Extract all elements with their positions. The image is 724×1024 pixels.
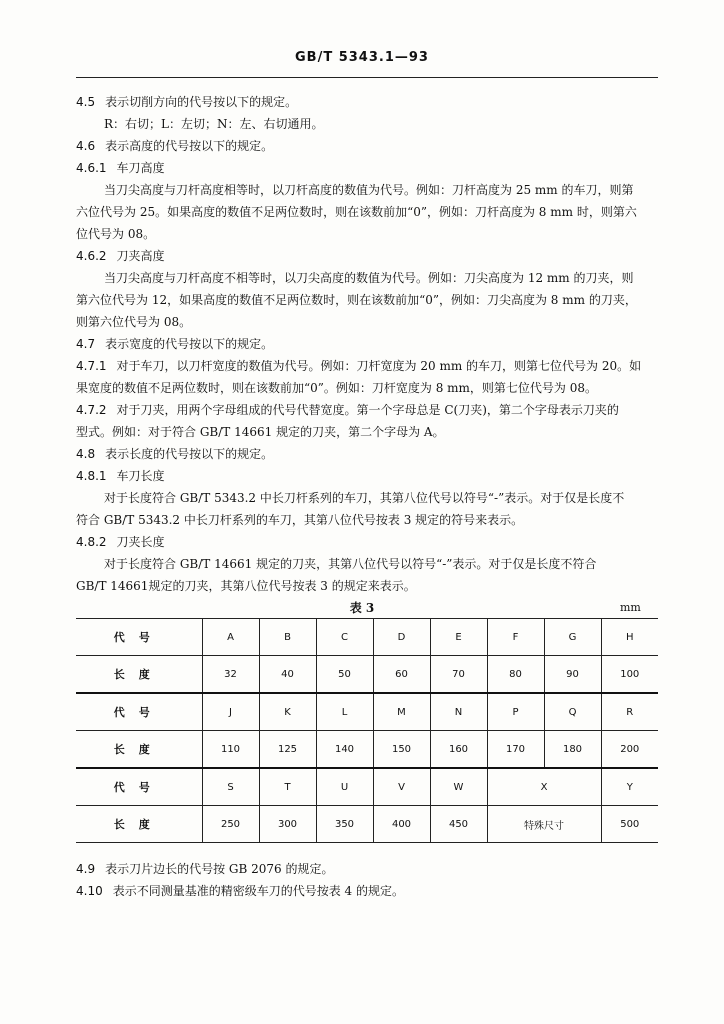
section-number: 4.8.2 — [76, 535, 107, 549]
section-text: 刀夹高度 — [116, 249, 165, 263]
section-4-6-2 — [76, 247, 165, 265]
table-cell: 150 — [373, 731, 430, 769]
row-label: 长度 — [76, 731, 202, 769]
table-cell: 50 — [316, 656, 373, 694]
table-cell: 80 — [487, 656, 544, 694]
row-label: 长度 — [76, 806, 202, 843]
section-text: 对于车刀，以刀杆宽度的数值为代号。例如：刀杆宽度为 20 mm 的车刀，则第七位代号为 20。如 — [116, 359, 642, 373]
section-number: 4.10 — [76, 884, 103, 898]
section-number: 4.6 — [76, 139, 96, 153]
table-cell: 40 — [259, 656, 316, 694]
table-cell: A — [202, 619, 259, 656]
paragraph-line: 第六位代号为 12，如果高度的数值不足两位数时，则在该数前加“0”，例如：刀尖高度为 8 mm 的刀夹， — [76, 293, 637, 307]
section-text: 表示宽度的代号按以下的规定。 — [105, 337, 274, 351]
table-cell: J — [202, 693, 259, 731]
paragraph-line: 当刀尖高度与刀杆高度相等时，以刀杆高度的数值为代号。例如：刀杆高度为 25 mm 的车刀，则第 — [104, 183, 634, 197]
section-text: 表示长度的代号按以下的规定。 — [105, 447, 274, 461]
table-row-lengths-1 — [76, 656, 658, 694]
table-cell: 特殊尺寸 — [487, 806, 601, 843]
paragraph-line: GB/T 14661规定的刀夹，其第八位代号按表 3 的规定来表示。 — [76, 579, 416, 593]
table-row-lengths-2 — [76, 731, 658, 769]
table-cell: L — [316, 693, 373, 731]
table-caption: 表 3 — [349, 601, 375, 615]
section-4-5 — [76, 93, 297, 111]
section-number: 4.7.2 — [76, 403, 107, 417]
table-cell: Q — [544, 693, 601, 731]
table-cell: 500 — [601, 806, 658, 843]
section-4-7 — [76, 335, 273, 353]
table-cell: 125 — [259, 731, 316, 769]
table-cell: R — [601, 693, 658, 731]
table-cell: 350 — [316, 806, 373, 843]
table-cell: 32 — [202, 656, 259, 694]
section-4-10 — [76, 882, 404, 900]
row-label: 代号 — [76, 693, 202, 731]
table-cell: 400 — [373, 806, 430, 843]
table-cell: 200 — [601, 731, 658, 769]
table-unit: mm — [620, 601, 641, 614]
section-number: 4.6.2 — [76, 249, 107, 263]
table-cell: 180 — [544, 731, 601, 769]
paragraph-line: 六位代号为 25。如果高度的数值不足两位数时，则在该数前加“0”，例如：刀杆高度为 8 mm 时，则第六 — [76, 205, 637, 219]
section-4-7-2 — [76, 401, 619, 419]
table-cell: T — [259, 768, 316, 806]
paragraph-line: R：右切；L：左切；N：左、右切通用。 — [104, 117, 324, 131]
table-row-codes-2 — [76, 693, 658, 731]
table-cell: M — [373, 693, 430, 731]
section-text: 表示高度的代号按以下的规定。 — [105, 139, 274, 153]
section-text: 表示不同测量基准的精密级车刀的代号按表 4 的规定。 — [112, 884, 404, 898]
table-cell: X — [487, 768, 601, 806]
table-cell: 110 — [202, 731, 259, 769]
table-row-codes-3 — [76, 768, 658, 806]
section-number: 4.7.1 — [76, 359, 107, 373]
row-label: 长度 — [76, 656, 202, 694]
section-text: 表示切削方向的代号按以下的规定。 — [105, 95, 298, 109]
section-text: 刀夹长度 — [116, 535, 165, 549]
table-cell: F — [487, 619, 544, 656]
page-header: GB/T 5343.1—93 — [295, 50, 429, 65]
table-cell: S — [202, 768, 259, 806]
table-cell: B — [259, 619, 316, 656]
section-number: 4.8 — [76, 447, 96, 461]
section-text: 对于刀夹，用两个字母组成的代号代替宽度。第一个字母总是 C(刀夹)，第二个字母表示刀夹的 — [116, 403, 619, 417]
section-4-9 — [76, 860, 333, 878]
table-cell: H — [601, 619, 658, 656]
section-text: 车刀长度 — [116, 469, 165, 483]
table-cell: P — [487, 693, 544, 731]
header-rule — [76, 77, 658, 78]
table-cell: 450 — [430, 806, 487, 843]
paragraph-line: 符合 GB/T 5343.2 中长刀杆系列的车刀，其第八位代号按表 3 规定的符号来表示。 — [76, 513, 524, 527]
paragraph-line: 对于长度符合 GB/T 14661 规定的刀夹，其第八位代号以符号“-”表示。对于仅是长度不符合 — [104, 557, 597, 571]
table-cell: D — [373, 619, 430, 656]
table-cell: C — [316, 619, 373, 656]
table-cell: Y — [601, 768, 658, 806]
table-cell: 170 — [487, 731, 544, 769]
section-text: 表示刀片边长的代号按 GB 2076 的规定。 — [105, 862, 334, 876]
table-row-lengths-3 — [76, 806, 658, 843]
paragraph-line: 型式。例如：对于符合 GB/T 14661 规定的刀夹，第二个字母为 A。 — [76, 425, 445, 439]
section-4-8-1 — [76, 467, 165, 485]
paragraph-line: 位代号为 08。 — [76, 227, 156, 241]
section-text: 车刀高度 — [116, 161, 165, 175]
paragraph-line: 当刀尖高度与刀杆高度不相等时，以刀尖高度的数值为代号。例如：刀尖高度为 12 mm 的刀夹，则 — [104, 271, 634, 285]
table-cell: 70 — [430, 656, 487, 694]
paragraph-line: 对于长度符合 GB/T 5343.2 中长刀杆系列的车刀，其第八位代号以符号“-”表示。对于仅是长度不 — [104, 491, 625, 505]
table-cell: 60 — [373, 656, 430, 694]
section-4-8 — [76, 445, 273, 463]
paragraph-line: 果宽度的数值不足两位数时，则在该数前加“0”。例如：刀杆宽度为 8 mm，则第七位代号为 08。 — [76, 381, 598, 395]
table-cell: 90 — [544, 656, 601, 694]
table-row-codes-1 — [76, 619, 658, 656]
table-cell: 250 — [202, 806, 259, 843]
table-cell: E — [430, 619, 487, 656]
section-number: 4.6.1 — [76, 161, 107, 175]
table-cell: 300 — [259, 806, 316, 843]
table-cell: K — [259, 693, 316, 731]
section-4-6-1 — [76, 159, 165, 177]
table-cell: 100 — [601, 656, 658, 694]
table-cell: 140 — [316, 731, 373, 769]
table-cell: V — [373, 768, 430, 806]
table-cell: G — [544, 619, 601, 656]
section-number: 4.5 — [76, 95, 96, 109]
row-label: 代号 — [76, 619, 202, 656]
section-number: 4.9 — [76, 862, 96, 876]
table-cell: N — [430, 693, 487, 731]
section-4-6 — [76, 137, 273, 155]
table-cell: U — [316, 768, 373, 806]
section-4-8-2 — [76, 533, 165, 551]
row-label: 代号 — [76, 768, 202, 806]
section-number: 4.8.1 — [76, 469, 107, 483]
paragraph-line: 则第六位代号为 08。 — [76, 315, 192, 329]
table-cell: W — [430, 768, 487, 806]
table-3 — [76, 618, 658, 843]
section-number: 4.7 — [76, 337, 96, 351]
section-4-7-1 — [76, 357, 641, 375]
table-cell: 160 — [430, 731, 487, 769]
